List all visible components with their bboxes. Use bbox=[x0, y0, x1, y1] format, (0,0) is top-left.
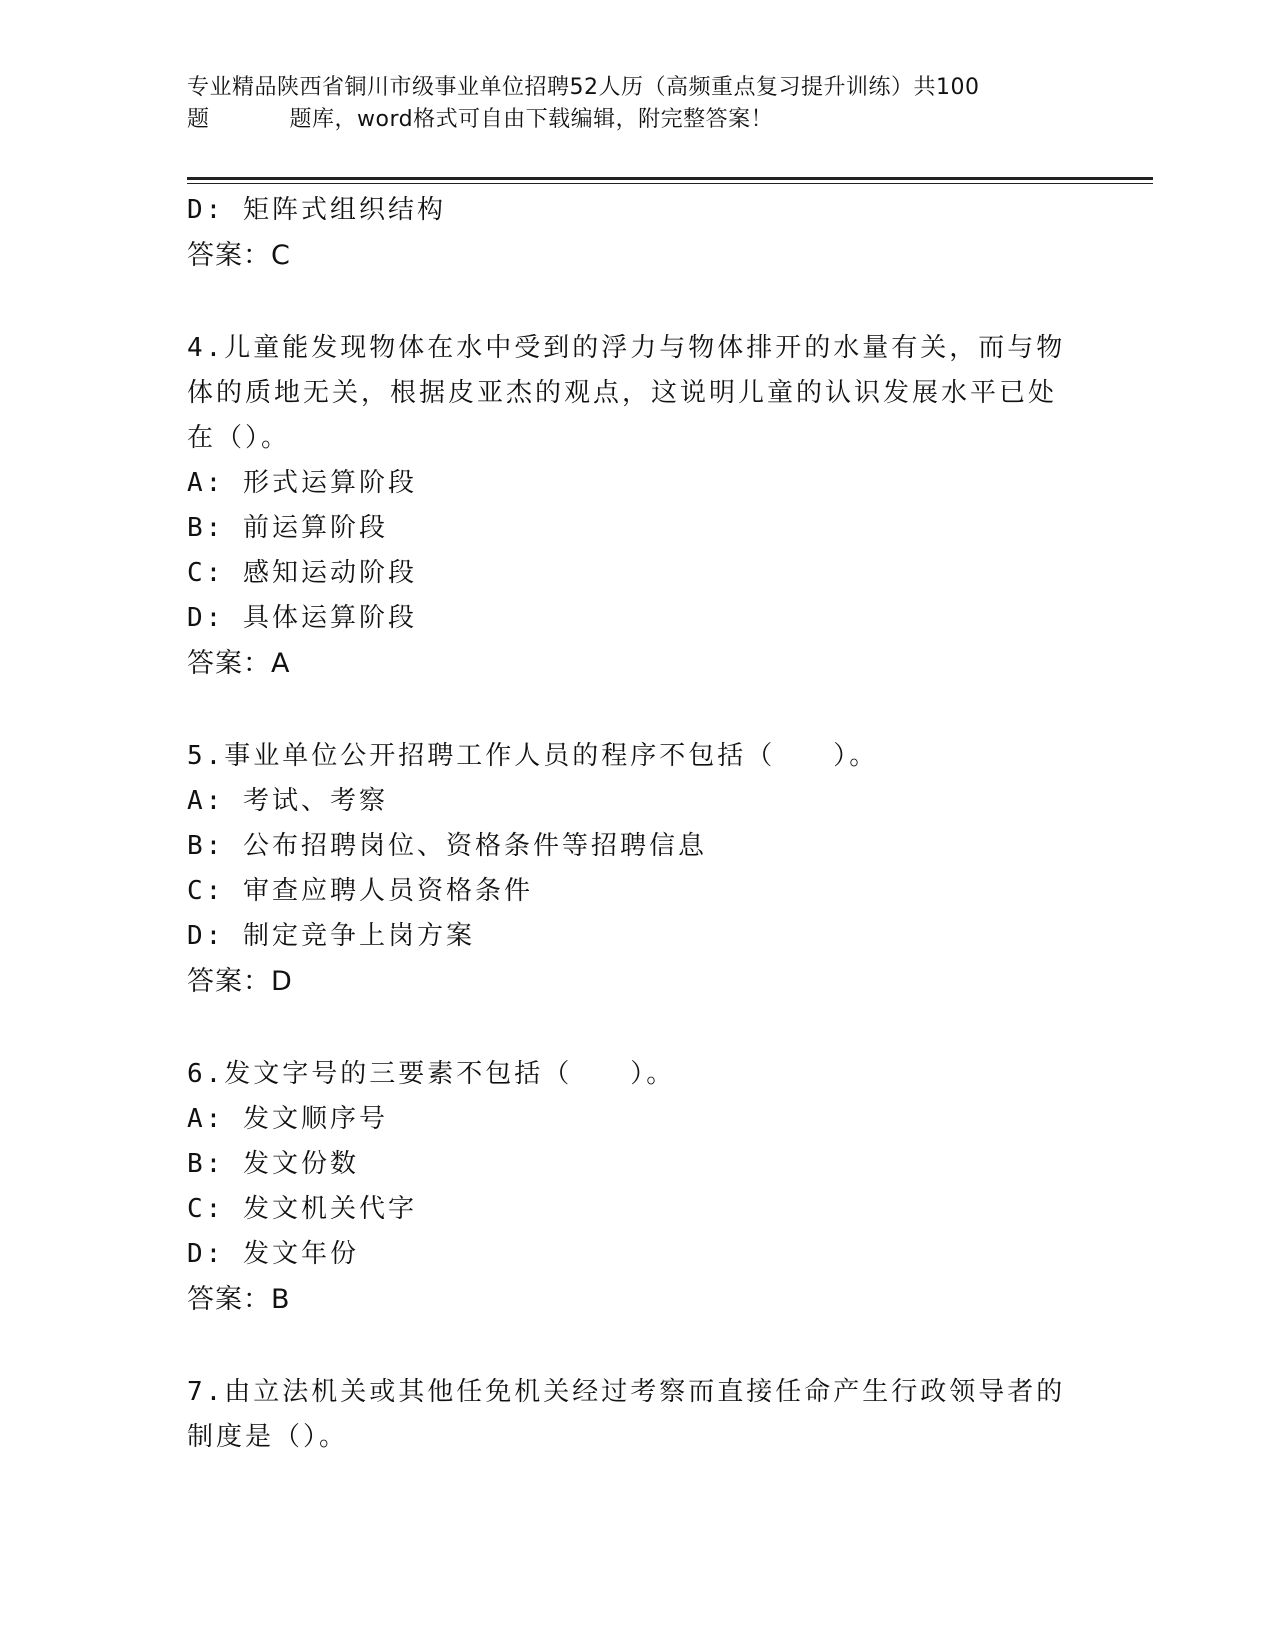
document-header bbox=[187, 72, 1087, 136]
option-a: A: 发文顺序号 bbox=[187, 1104, 388, 1134]
option-a: A: 考试、考察 bbox=[187, 786, 388, 816]
question-stem: 5.事业单位公开招聘工作人员的程序不包括（ ）。 bbox=[187, 741, 879, 771]
header-line-2-tail: 题库，word格式可自由下载编辑，附完整答案！ bbox=[289, 107, 774, 132]
option-d: D: 具体运算阶段 bbox=[187, 603, 417, 633]
header-line-2 bbox=[187, 104, 1087, 136]
question-block-6 bbox=[187, 1052, 1087, 1322]
question-block-4 bbox=[187, 326, 1087, 686]
header-line-1: 专业精品陕西省铜川市级事业单位招聘52人历（高频重点复习提升训练）共100 bbox=[187, 75, 980, 100]
option-d: D: 发文年份 bbox=[187, 1239, 359, 1269]
option-c: C: 发文机关代字 bbox=[187, 1194, 417, 1224]
option-c: C: 审查应聘人员资格条件 bbox=[187, 876, 533, 906]
question-block-5 bbox=[187, 734, 1087, 1004]
question-block-3 bbox=[187, 188, 1087, 278]
answer-line: 答案：D bbox=[187, 966, 293, 997]
question-block-7 bbox=[187, 1370, 1087, 1460]
option-a: A: 形式运算阶段 bbox=[187, 468, 417, 498]
option-b: B: 公布招聘岗位、资格条件等招聘信息 bbox=[187, 831, 707, 861]
answer-line: 答案：B bbox=[187, 1284, 291, 1315]
option-d: D: 矩阵式组织结构 bbox=[187, 195, 446, 225]
question-stem: 6.发文字号的三要素不包括（ ）。 bbox=[187, 1059, 676, 1089]
header-divider-thick bbox=[187, 177, 1153, 180]
question-list bbox=[187, 188, 1087, 1460]
option-b: B: 发文份数 bbox=[187, 1149, 359, 1179]
answer-line: 答案：A bbox=[187, 648, 291, 679]
option-c: C: 感知运动阶段 bbox=[187, 558, 417, 588]
answer-line: 答案：C bbox=[187, 240, 291, 271]
header-divider-thin bbox=[187, 183, 1153, 184]
header-line-2-head: 题 bbox=[187, 107, 210, 132]
question-stem: 4.儿童能发现物体在水中受到的浮力与物体排开的水量有关，而与物体的质地无关，根据皮亚杰的观点，这说明儿童的认识发展水平已处在（）。 bbox=[187, 333, 1066, 453]
option-b: B: 前运算阶段 bbox=[187, 513, 388, 543]
question-stem: 7.由立法机关或其他任免机关经过考察而直接任命产生行政领导者的制度是（）。 bbox=[187, 1377, 1066, 1452]
option-d: D: 制定竞争上岗方案 bbox=[187, 921, 475, 951]
